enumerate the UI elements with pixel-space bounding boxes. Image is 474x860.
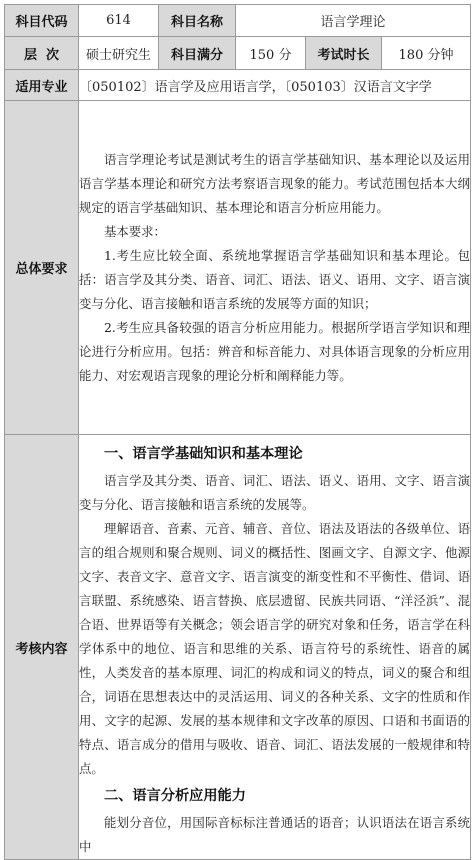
content-label: 考核内容 bbox=[5, 435, 79, 860]
major-row bbox=[5, 70, 471, 101]
requirements-paragraph: 基本要求： bbox=[104, 223, 166, 239]
requirements-row bbox=[5, 101, 471, 435]
section2-paragraph: 能划分音位，用国际音标标注普通话的语音；认识语法在语言系统中 bbox=[79, 815, 471, 854]
level-label: 层 次 bbox=[5, 37, 79, 70]
syllabus-table bbox=[4, 4, 471, 860]
subject-name: 语言学理论 bbox=[236, 5, 471, 37]
section1-title: 一、语言学基础知识和基本理论 bbox=[104, 446, 303, 462]
subject-code: 614 bbox=[79, 5, 159, 37]
content-row bbox=[5, 435, 471, 860]
requirements-body bbox=[79, 101, 471, 435]
major-label: 适用专业 bbox=[5, 70, 79, 101]
subject-code-label: 科目代码 bbox=[5, 5, 79, 37]
section2-title: 二、语言分析应用能力 bbox=[104, 788, 246, 804]
header-row-1 bbox=[5, 5, 471, 37]
requirements-paragraph: 语言学理论考试是测试考生的语言学基础知识、基本理论以及运用语言学基本理论和研究方法考察语言现象的能力。考试范围包括本大纲规定的语言学基础知识、基本理论和语言分析应用能力。 bbox=[79, 151, 471, 215]
level: 硕士研究生 bbox=[79, 37, 159, 70]
content-body bbox=[79, 435, 471, 860]
requirements-paragraph: 1.考生应比较全面、系统地掌握语言学基础知识和基本理论。包括：语言学及其分类、语音、词汇、语法、语义、语用、文字、语言演变与分化、语言接触和语言系统的发展等方面的知识； bbox=[79, 247, 471, 311]
section1-paragraph: 理解语音、音素、元音、辅音、音位、语法及语法的各级单位、语言的组合规则和聚合规则、词义的概括性、图画文字、自源文字、他源文字、表音文字、意音文字、语言演变的渐变性和不平衡性、借词、语言联盟、系统感染、语言替换、底层遗留、民族共同语、“洋泾浜”、混合语、世界语等有关概念；领会语言学的研究对象和任务，语言学在科学体系中的地位、语言和思维的关系、语言符号的系统性、语音的属性，人类发音的基本原理、词汇的构成和词义的特点，词义的聚合和组合，词语在思想表达中的灵活运用、词义的各种关系、文字的性质和作用、文字的起源、发展的基本规律和文字改革的原因、口语和书面语的特点、语言成分的借用与吸收、语音、词汇、语法发展的一般规律和特点。 bbox=[79, 521, 471, 776]
duration-label: 考试时长 bbox=[306, 37, 382, 70]
requirements-label: 总体要求 bbox=[5, 101, 79, 435]
full-score-label: 科目满分 bbox=[159, 37, 236, 70]
section1-paragraph: 语言学及其分类、语音、词汇、语法、语义、语用、文字、语言演变与分化、语言接触和语言系统的发展等。 bbox=[79, 473, 471, 512]
subject-name-label: 科目名称 bbox=[159, 5, 236, 37]
duration: 180 分钟 bbox=[382, 37, 471, 70]
requirements-paragraph: 2.考生应具备较强的语言分析应用能力。根据所学语言学知识和理论进行分析应用。包括：辨音和标音能力、对具体语言现象的分析应用能力、对宏观语言现象的理论分析和阐释能力等。 bbox=[79, 319, 471, 383]
header-row-2 bbox=[5, 37, 471, 70]
major: 〔050102〕语言学及应用语言学，〔050103〕汉语言文字学 bbox=[79, 70, 471, 101]
full-score: 150 分 bbox=[236, 37, 306, 70]
